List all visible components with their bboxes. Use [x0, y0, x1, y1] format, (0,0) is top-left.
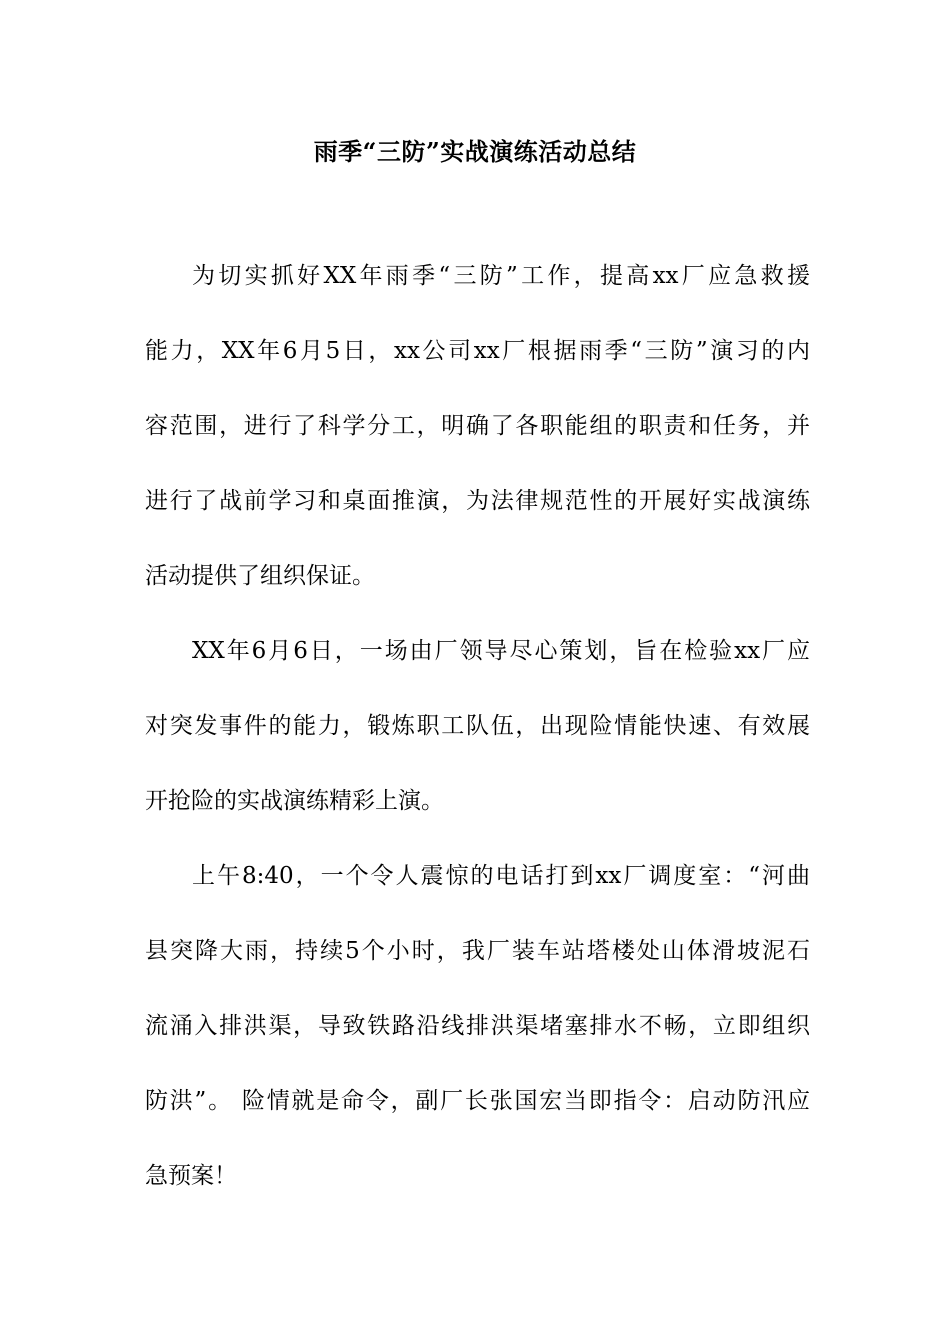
paragraph-3-line-2: 县突降大雨，持续5个小时，我厂装车站塔楼处山体滑坡泥石	[145, 938, 810, 964]
paragraph-1-line-2: 能力，XX年6月5日，xx公司xx厂根据雨季“三防”演习的内	[145, 338, 810, 364]
paragraph-1-line-4: 进行了战前学习和桌面推演，为法律规范性的开展好实战演练	[145, 488, 810, 514]
paragraph-2-line-3: 开抢险的实战演练精彩上演。	[145, 788, 444, 814]
paragraph-2-line-2: 对突发事件的能力，锻炼职工队伍，出现险情能快速、有效展	[145, 713, 810, 739]
paragraph-1-line-1: 为切实抓好XX年雨季“三防”工作，提高xx厂应急救援	[192, 263, 810, 289]
paragraph-3-line-4: 防洪”。 险情就是命令，副厂长张国宏当即指令：启动防汛应	[145, 1088, 810, 1114]
paragraph-2-line-1: XX年6月6日，一场由厂领导尽心策划，旨在检验xx厂应	[192, 638, 810, 664]
paragraph-3-line-5: 急预案！	[145, 1163, 237, 1189]
paragraph-1-line-3: 容范围，进行了科学分工，明确了各职能组的职责和任务，并	[145, 413, 810, 439]
paragraph-1-line-5: 活动提供了组织保证。	[145, 563, 375, 589]
paragraph-3-line-1: 上午8:40，一个令人震惊的电话打到xx厂调度室：“河曲	[192, 863, 810, 889]
paragraph-3-line-3: 流涌入排洪渠，导致铁路沿线排洪渠堵塞排水不畅，立即组织	[145, 1013, 810, 1039]
document-title: 雨季“三防”实战演练活动总结	[313, 137, 637, 166]
